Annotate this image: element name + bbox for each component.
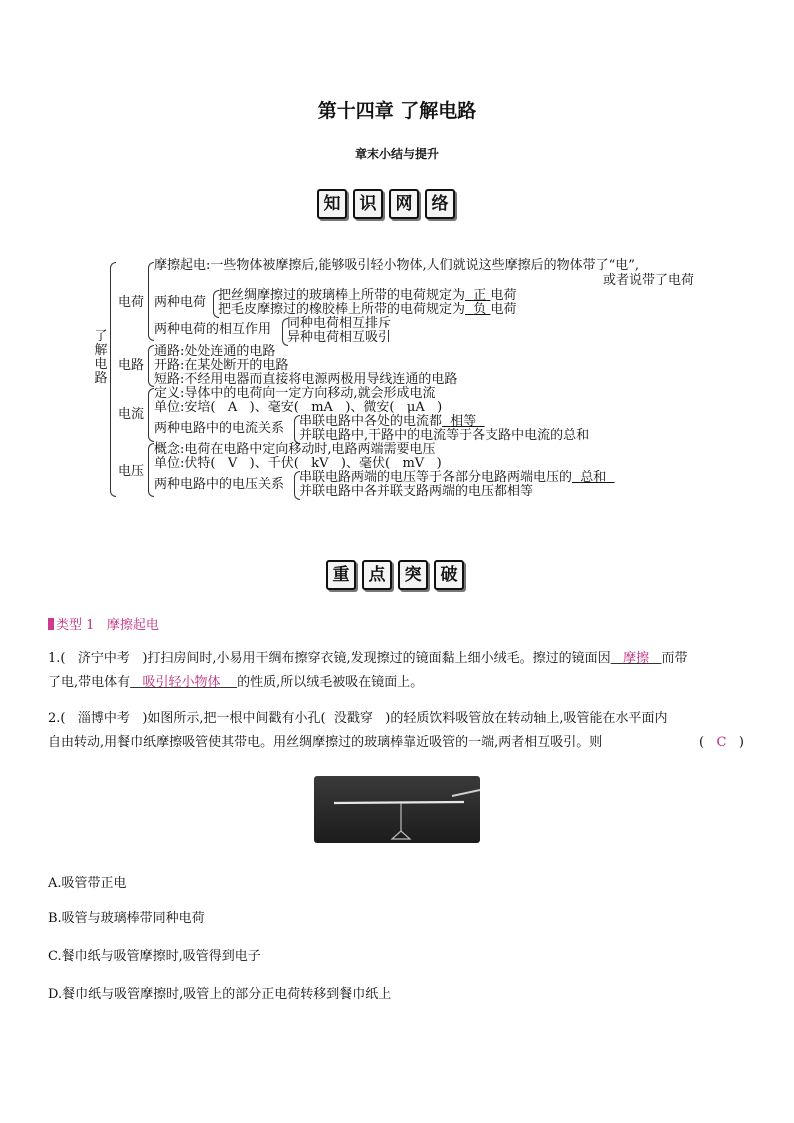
negative-answer-blank xyxy=(465,302,490,317)
current-units xyxy=(154,401,442,415)
answer-open-paren: ( xyxy=(699,735,705,750)
question-2-source: 淄博中考 xyxy=(77,711,130,726)
voltage-unit-sep-1: )、千伏( xyxy=(249,456,299,471)
heading-tile: 识 xyxy=(353,189,383,219)
question-1-answer-2 xyxy=(130,675,237,690)
question-1-answer-1-text: 摩擦 xyxy=(623,651,650,666)
straw-line xyxy=(334,802,464,803)
negative-rule-prefix: 把毛皮摩擦过的橡胶棒上所带的电荷规定为 xyxy=(218,302,466,317)
question-2-text-a: )如图所示,把一根中间戳有小孔( xyxy=(142,711,326,726)
question-1-line-1 xyxy=(48,646,688,672)
straw-experiment-photo xyxy=(314,776,480,843)
series-current-blank xyxy=(442,414,485,429)
heading-tile: 重 xyxy=(326,560,356,590)
knowledge-network-heading xyxy=(317,189,455,219)
question-1-text-b: 而带 xyxy=(661,651,688,666)
current-unit-ampere: A xyxy=(227,400,238,415)
voltage-concept: 概念:电荷在电路中定向移动时,电路两端需要电压 xyxy=(154,442,436,457)
network-root-label: 了解电路 xyxy=(94,329,108,386)
branch-label-charge: 电荷 xyxy=(118,295,145,310)
current-unit-sep-1: )、毫安( xyxy=(249,400,299,415)
chapter-title: 第十四章 了解电路 xyxy=(317,100,477,122)
current-unit-close: ) xyxy=(437,400,443,415)
voltage-unit-close: ) xyxy=(436,456,442,471)
voltage-unit-volt: V xyxy=(227,456,238,471)
friction-electrification-text: 摩擦起电:一些物体被摩擦后,能够吸引轻小物体,人们就说这些摩擦后的物体带了“电”, xyxy=(154,258,640,273)
opposite-charges-attract: 异种电荷相互吸引 xyxy=(287,330,392,345)
question-2-line-1 xyxy=(48,706,668,732)
question-2-line-2: 自由转动,用餐巾纸摩擦吸管使其带电。用丝绸摩擦过的玻璃棒靠近吸管的一端,两者相互吸引。则 xyxy=(48,735,603,750)
series-current-answer: 相等 xyxy=(450,414,477,429)
question-1-source: 济宁中考 xyxy=(77,651,130,666)
series-current-prefix: 串联电路中各处的电流都 xyxy=(299,414,443,429)
series-voltage-rule xyxy=(299,471,615,485)
current-definition: 定义:导体中的电荷向一定方向移动,就会形成电流 xyxy=(154,386,436,401)
branch-label-circuit: 电路 xyxy=(118,358,145,373)
heading-tile: 网 xyxy=(389,189,419,219)
parallel-voltage-rule: 并联电路中各并联支路两端的电压都相等 xyxy=(299,484,534,499)
short-circuit-text: 短路:不经用电器而直接将电源两极用导线连通的电路 xyxy=(154,372,458,387)
option-d[interactable]: D.餐巾纸与吸管摩擦时,吸管上的部分正电荷转移到餐巾纸上 xyxy=(48,987,392,1002)
section-subtitle: 章末小结与提升 xyxy=(354,147,439,161)
question-1-text-c: 了电,带电体有 xyxy=(48,675,131,690)
glass-rod-line xyxy=(452,790,480,796)
type-tag xyxy=(48,614,159,633)
question-1-text-a: )打扫房间时,小易用干绸布擦穿衣镜,发现擦过的镜面黏上细小绒毛。擦过的镜面因 xyxy=(142,651,611,666)
heading-tile: 点 xyxy=(362,560,392,590)
question-2-number: 2.( xyxy=(48,711,66,726)
negative-rule-suffix: 电荷 xyxy=(490,302,517,317)
type-name: 摩擦起电 xyxy=(106,618,159,633)
closed-circuit-text: 通路:处处连通的电路 xyxy=(154,344,276,359)
branch-label-current: 电流 xyxy=(118,407,145,422)
type-label: 类型 1 xyxy=(56,618,95,633)
option-b[interactable]: B.吸管与玻璃棒带同种电荷 xyxy=(48,911,205,926)
same-charges-repel: 同种电荷相互排斥 xyxy=(287,316,392,331)
current-unit-prefix: 单位:安培( xyxy=(154,400,216,415)
option-a[interactable]: A.吸管带正电 xyxy=(48,876,127,891)
current-unit-microampere: μA xyxy=(406,400,425,415)
straw-on-pivot-figure xyxy=(314,776,480,843)
answer-close-paren: ) xyxy=(738,735,744,750)
current-unit-milliampere: mA xyxy=(311,400,333,415)
series-current-rule xyxy=(299,415,485,429)
friction-electrification-cont: 或者说带了电荷 xyxy=(603,273,695,288)
positive-answer-blank xyxy=(465,288,490,303)
question-2-answer: C xyxy=(716,735,727,750)
series-voltage-prefix: 串联电路两端的电压等于各部分电路两端电压的 xyxy=(299,470,573,485)
question-1-line-2 xyxy=(48,670,423,696)
heading-tile: 破 xyxy=(434,560,464,590)
option-c[interactable]: C.餐巾纸与吸管摩擦时,吸管得到电子 xyxy=(48,949,261,964)
parallel-current-rule: 并联电路中,干路中的电流等于各支路中电流的总和 xyxy=(299,428,590,443)
question-2-answer-slot xyxy=(699,730,744,756)
type-marker xyxy=(48,618,54,630)
voltage-relation-label: 两种电路中的电压关系 xyxy=(154,477,285,492)
question-1-text-d: 的性质,所以绒毛被吸在镜面上。 xyxy=(237,675,424,690)
voltage-unit-millivolt: mV xyxy=(402,456,425,471)
question-1-answer-2-text: 吸引轻小物体 xyxy=(142,675,221,690)
voltage-unit-prefix: 单位:伏特( xyxy=(154,456,216,471)
heading-tile: 突 xyxy=(398,560,428,590)
root-brace xyxy=(110,262,116,497)
question-1-answer-1 xyxy=(611,651,662,666)
negative-charge-rule xyxy=(218,303,516,317)
current-unit-sep-2: )、微安( xyxy=(345,400,395,415)
series-voltage-blank xyxy=(572,470,615,485)
open-circuit-text: 开路:在某处断开的电路 xyxy=(154,358,289,373)
pivot-base xyxy=(392,831,410,839)
series-voltage-answer: 总和 xyxy=(580,470,607,485)
question-1-number: 1.( xyxy=(48,651,66,666)
voltage-units xyxy=(154,457,442,471)
positive-rule-prefix: 把丝绸摩擦过的玻璃棒上所带的电荷规定为 xyxy=(218,288,466,303)
positive-rule-suffix: 电荷 xyxy=(490,288,517,303)
question-2-hint: 没戳穿 xyxy=(333,711,373,726)
key-points-heading xyxy=(326,560,464,590)
heading-tile: 知 xyxy=(317,189,347,219)
heading-tile: 络 xyxy=(425,189,455,219)
positive-answer: 正 xyxy=(473,288,487,303)
voltage-unit-kilovolt: kV xyxy=(311,456,329,471)
current-relation-label: 两种电路中的电流关系 xyxy=(154,421,285,436)
interaction-label: 两种电荷的相互作用 xyxy=(154,322,272,337)
negative-answer: 负 xyxy=(473,302,487,317)
branch-label-voltage: 电压 xyxy=(118,464,145,479)
two-kinds-label: 两种电荷 xyxy=(154,295,207,310)
question-2-text-b: )的轻质饮料吸管放在转动轴上,吸管能在水平面内 xyxy=(385,711,668,726)
voltage-unit-sep-2: )、毫伏( xyxy=(340,456,391,471)
positive-charge-rule xyxy=(218,289,516,303)
